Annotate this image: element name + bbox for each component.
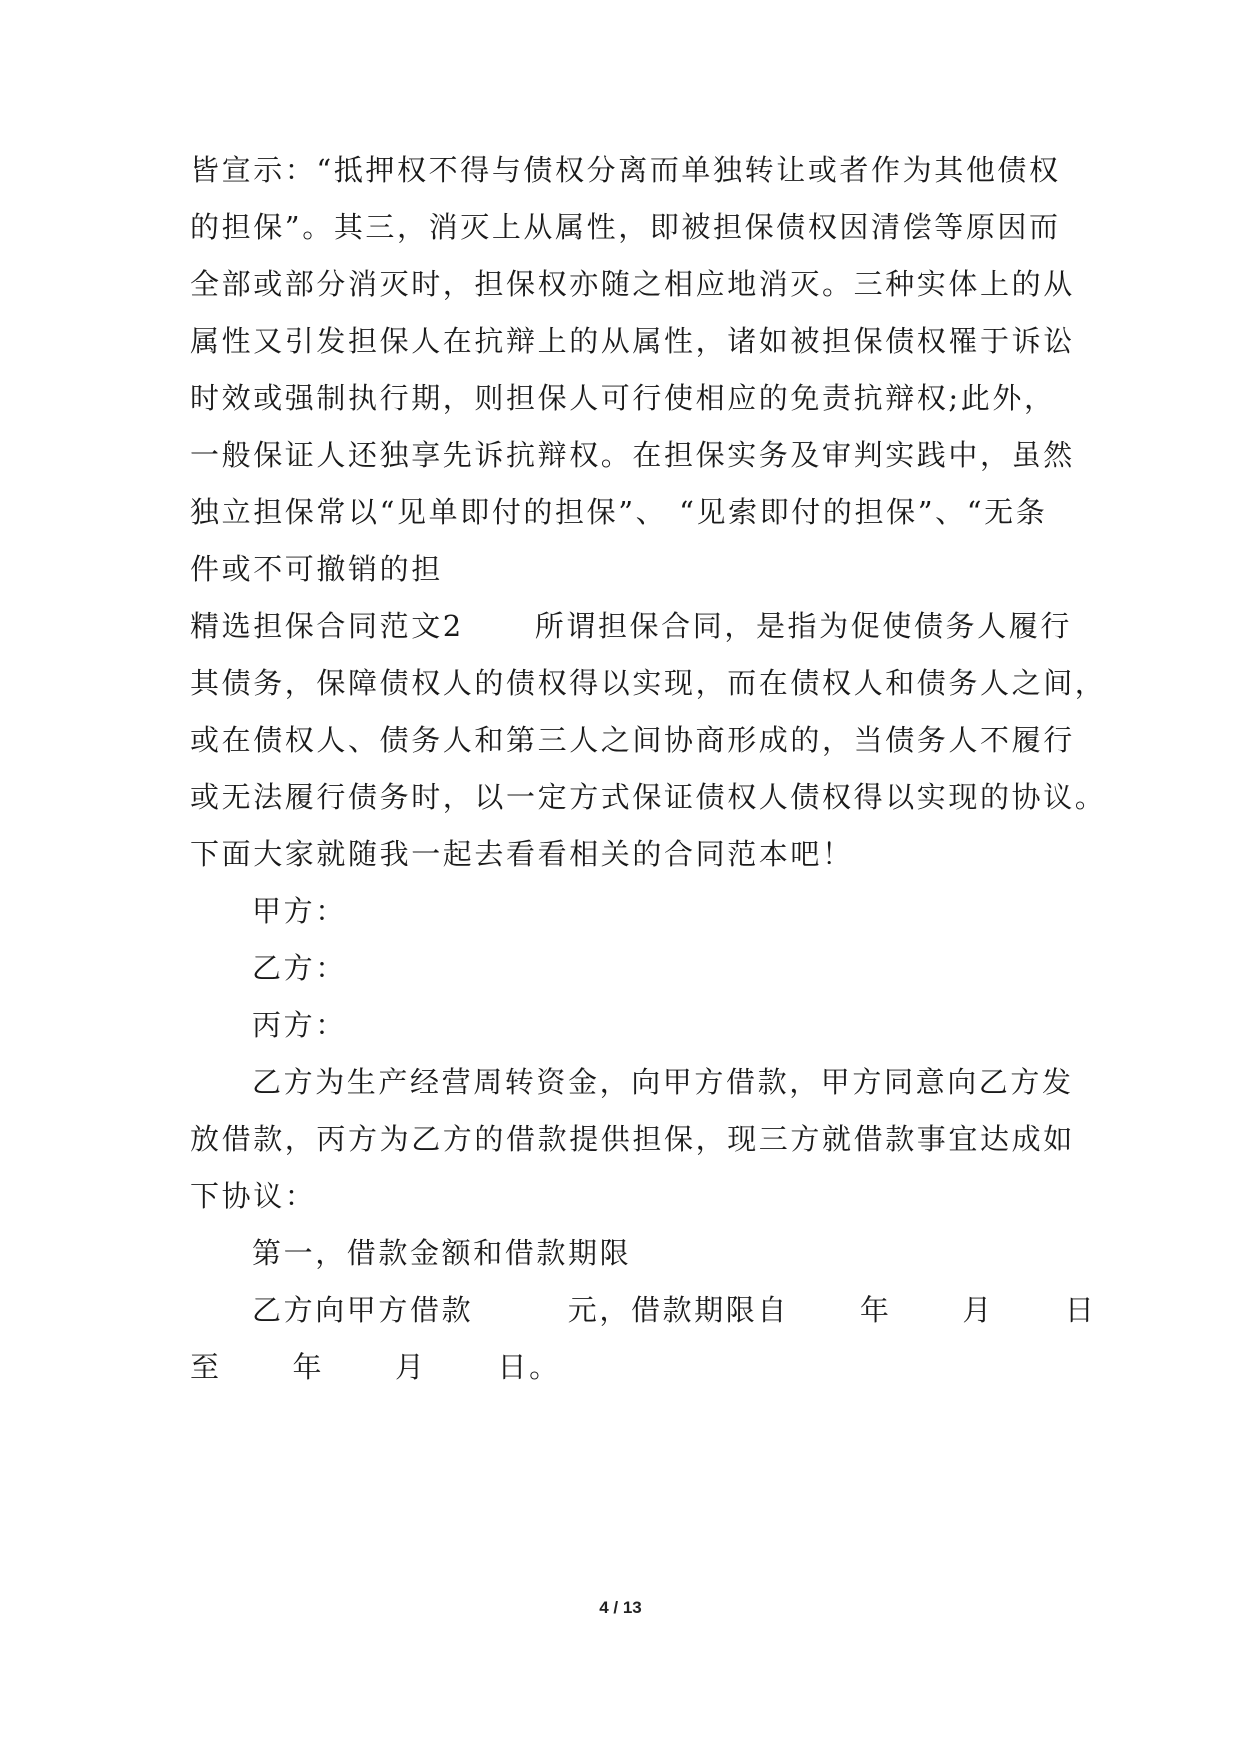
text-line: 或在债权人、债务人和第三人之间协商形成的，当债务人不履行 xyxy=(190,723,1075,757)
text-line: 放借款，丙方为乙方的借款提供担保，现三方就借款事宜达成如 xyxy=(190,1122,1075,1156)
text-line: 一般保证人还独享先诉抗辩权。在担保实务及审判实践中，虽然 xyxy=(190,438,1075,472)
page-number: 4 / 13 xyxy=(599,1598,642,1617)
text-line: 下面大家就随我一起去看看相关的合同范本吧！ xyxy=(190,837,854,871)
text-line: 独立担保常以“见单即付的担保”、 “见索即付的担保”、“无条 xyxy=(190,495,1048,529)
text-line: 其债务，保障债权人的债权得以实现，而在债权人和债务人之间， xyxy=(190,666,1107,700)
text-line: 至 年 月 日。 xyxy=(190,1350,561,1384)
text-line: 下协议： xyxy=(190,1179,317,1213)
text-line: 乙方为生产经营周转资金，向甲方借款，甲方同意向乙方发 xyxy=(252,1065,1074,1099)
text-line: 件或不可撤销的担 xyxy=(190,552,443,586)
text-line: 时效或强制执行期，则担保人可行使相应的免责抗辩权;此外， xyxy=(190,381,1056,415)
text-line: 属性又引发担保人在抗辩上的从属性，诸如被担保债权罹于诉讼 xyxy=(190,324,1075,358)
text-line: 或无法履行债务时，以一定方式保证债权人债权得以实现的协议。 xyxy=(190,780,1107,814)
text-line: 乙方向甲方借款 元，借款期限自 年 月 日 xyxy=(252,1293,1097,1327)
clause-heading: 第一，借款金额和借款期限 xyxy=(252,1236,632,1270)
party-a-label: 甲方： xyxy=(252,894,347,928)
section-heading-line: 精选担保合同范文2 所谓担保合同，是指为促使债务人履行 xyxy=(190,609,1072,643)
text-line: 的担保”。其三，消灭上从属性，即被担保债权因清偿等原因而 xyxy=(190,210,1061,244)
text-line: 全部或部分消灭时，担保权亦随之相应地消灭。三种实体上的从 xyxy=(190,267,1075,301)
text-line: 皆宣示：“抵押权不得与债权分离而单独转让或者作为其他债权 xyxy=(190,153,1061,187)
party-b-label: 乙方： xyxy=(252,951,347,985)
party-c-label: 丙方： xyxy=(252,1008,347,1042)
